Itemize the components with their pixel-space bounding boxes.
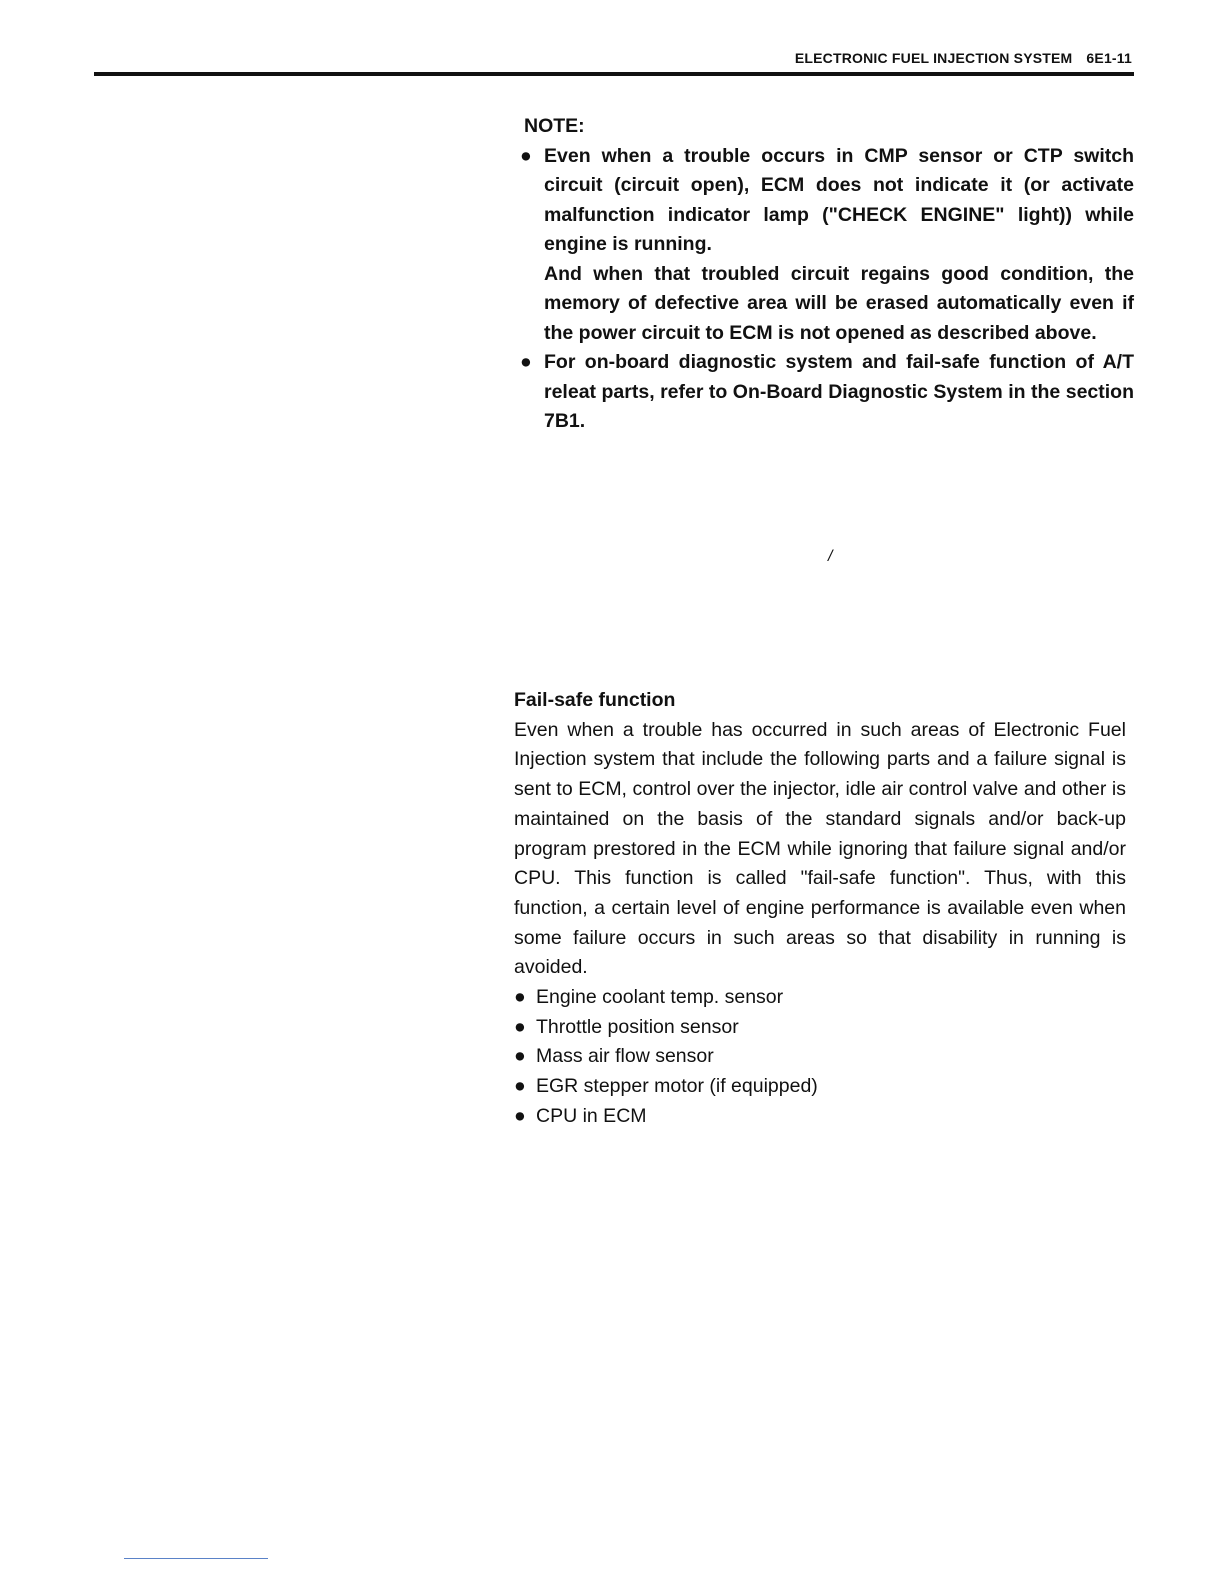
bullet-icon: ● <box>520 144 532 167</box>
note-paragraph: Even when a trouble occurs in CMP sensor or CTP switch circuit (circuit open), ECM does not indicate it (or activate malfunction indicator lamp ("CHECK ENGINE" light)) while engine is running. <box>544 144 1134 255</box>
note-paragraph: And when that troubled circuit regains good condition, the memory of defective area will be erased automatically even if the power circuit to ECM is not opened as described above. <box>544 262 1134 344</box>
header-rule <box>94 72 1134 76</box>
list-item-text: EGR stepper motor (if equipped) <box>536 1075 818 1098</box>
section-heading: Fail-safe function <box>514 689 676 711</box>
stray-mark: / <box>828 548 833 565</box>
bullet-icon: ● <box>514 1075 526 1098</box>
failsafe-parts-list <box>514 983 1126 1132</box>
list-item-text: Mass air flow sensor <box>536 1045 714 1068</box>
list-item <box>514 1102 1126 1132</box>
bullet-icon: ● <box>514 1045 526 1068</box>
section-body: Even when a trouble has occurred in such areas of Electronic Fuel Injection system that include the following parts and a failure signal is sent to ECM, control over the injector, idle air control valve and other is maintained on the basis of the standard signals and/or back-up program prestored in the ECM while ignoring that failure signal and/or CPU. This function is called "fail-safe function". Thus, with this function, a certain level of engine performance is available even when some failure occurs in such areas so that disability in running is avoided. <box>514 718 1126 979</box>
page-number: 6E1-11 <box>1086 50 1132 66</box>
page-header <box>795 50 1132 66</box>
list-item <box>514 1072 1126 1102</box>
note-paragraph: For on-board diagnostic system and fail-safe function of A/T releat parts, refer to On-Board Diagnostic System in the section 7B1. <box>544 351 1134 432</box>
list-item <box>514 983 1126 1013</box>
list-item <box>514 1042 1126 1072</box>
footer-rule <box>124 1558 268 1559</box>
bullet-icon: ● <box>514 986 526 1009</box>
list-item-text: Engine coolant temp. sensor <box>536 986 784 1009</box>
bullet-icon: ● <box>514 1104 526 1127</box>
failsafe-section <box>514 686 1126 1132</box>
bullet-icon: ● <box>520 351 532 373</box>
note-label: NOTE: <box>524 115 585 137</box>
list-item-text: CPU in ECM <box>536 1104 647 1127</box>
list-item-text: Throttle position sensor <box>536 1015 739 1038</box>
bullet-icon: ● <box>514 1015 526 1038</box>
header-title: ELECTRONIC FUEL INJECTION SYSTEM <box>794 50 1073 66</box>
list-item <box>514 1013 1126 1043</box>
note-item-onboard-diagnostic <box>504 348 1134 437</box>
note-item-cmp-ctp <box>504 142 1134 349</box>
note-block <box>504 112 1134 437</box>
